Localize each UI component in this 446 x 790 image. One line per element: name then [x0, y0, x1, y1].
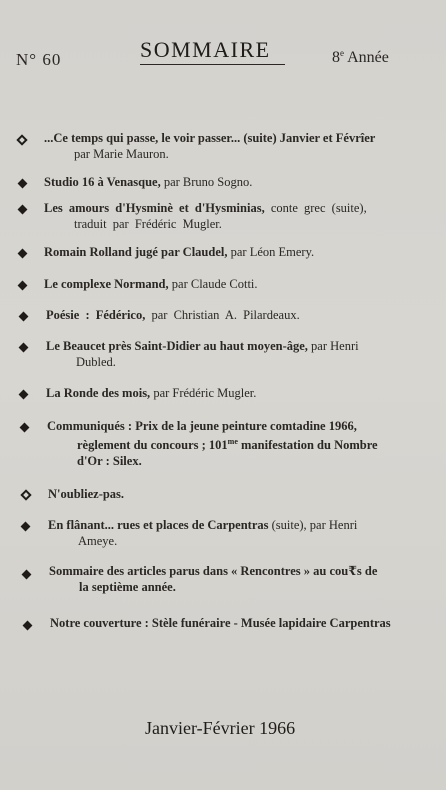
year-word: Année — [347, 49, 389, 66]
entry-author: (suite), par Henri — [268, 518, 358, 532]
list-item — [48, 517, 357, 549]
entry-author: par Christian A. Pilardeaux. — [145, 308, 300, 322]
entry-subtitle: conte grec (suite), — [264, 201, 367, 215]
list-item — [46, 338, 359, 370]
list-item — [44, 276, 258, 292]
entry-line-2-text: règlement du concours ; 101 — [77, 438, 228, 452]
diamond-bullet-icon — [18, 281, 28, 291]
entry-author: par Henri — [307, 339, 359, 353]
entry-line-2 — [47, 434, 378, 453]
entry-title: Studio 16 à Venasque, — [44, 175, 161, 189]
entry-author: par Marie Mauron. — [74, 147, 169, 161]
diamond-bullet-icon — [18, 205, 28, 215]
list-item — [46, 307, 300, 323]
entry-title: Poésie : Fédérico, — [46, 308, 146, 322]
entry-title: Les amours d'Hysminè et d'Hysminias, — [44, 201, 265, 215]
list-item — [49, 563, 377, 595]
year-number: 8 — [332, 49, 340, 66]
entry-author: traduit par Frédéric Mugler. — [74, 217, 222, 231]
diamond-bullet-icon — [23, 621, 33, 631]
diamond-bullet-icon — [16, 134, 27, 145]
diamond-bullet-icon — [19, 390, 29, 400]
entry-author: par Bruno Sogno. — [160, 175, 253, 189]
diamond-bullet-icon — [19, 343, 29, 353]
entry-title: En flânant... rues et places de Carpentras — [48, 518, 269, 532]
entry-author-continued: Ameye. — [78, 534, 118, 548]
list-item — [47, 418, 378, 469]
list-item — [44, 200, 367, 232]
diamond-bullet-icon — [22, 570, 32, 580]
entry-title: ...Ce temps qui passe, le voir passer... (suite) Janvier et Févrîer — [44, 131, 376, 145]
entry-title: Communiqués : Prix de la jeune peinture comtadine 1966, — [47, 419, 357, 433]
entry-title: Romain Rolland jugé par Claudel, — [44, 245, 228, 259]
diamond-bullet-icon — [21, 522, 31, 532]
diamond-bullet-icon — [18, 179, 28, 189]
entry-line-2-rest: manifestation du Nombre — [237, 438, 378, 452]
list-item — [48, 486, 124, 502]
year-suffix: e — [340, 48, 344, 58]
diamond-bullet-icon — [19, 312, 29, 322]
entry-line-2-sup: me — [227, 437, 238, 446]
entry-title: La Ronde des mois, — [46, 386, 151, 400]
issue-number: N° 60 — [16, 50, 62, 69]
list-item — [44, 244, 314, 260]
issue-date: Janvier-Février 1966 — [145, 718, 296, 738]
entry-title: Le Beaucet près Saint-Didier au haut moyen-âge, — [46, 339, 308, 353]
diamond-bullet-icon — [18, 249, 28, 259]
list-item — [44, 130, 375, 162]
entry-title: Sommaire des articles parus dans « Rencontres » au cou₹s de — [49, 564, 378, 578]
list-item — [44, 174, 252, 190]
page-title: SOMMAIRE — [140, 37, 271, 62]
entry-title: N'oubliez-pas. — [48, 487, 125, 501]
entry-author-continued: Dubled. — [76, 355, 116, 369]
entry-line-2: la septième année. — [79, 580, 176, 594]
entry-line-3: d'Or : Silex. — [77, 454, 142, 468]
diamond-bullet-icon — [20, 423, 30, 433]
list-item — [50, 615, 391, 631]
diamond-bullet-icon — [20, 489, 31, 500]
entry-author: par Léon Emery. — [227, 245, 315, 259]
entry-author: par Frédéric Mugler. — [150, 386, 257, 400]
entry-author: par Claude Cotti. — [168, 277, 258, 291]
list-item — [46, 385, 256, 401]
entry-title: Le complexe Normand, — [44, 277, 169, 291]
entry-title: Notre couverture : Stèle funéraire - Musée lapidaire Carpentras — [50, 616, 391, 630]
